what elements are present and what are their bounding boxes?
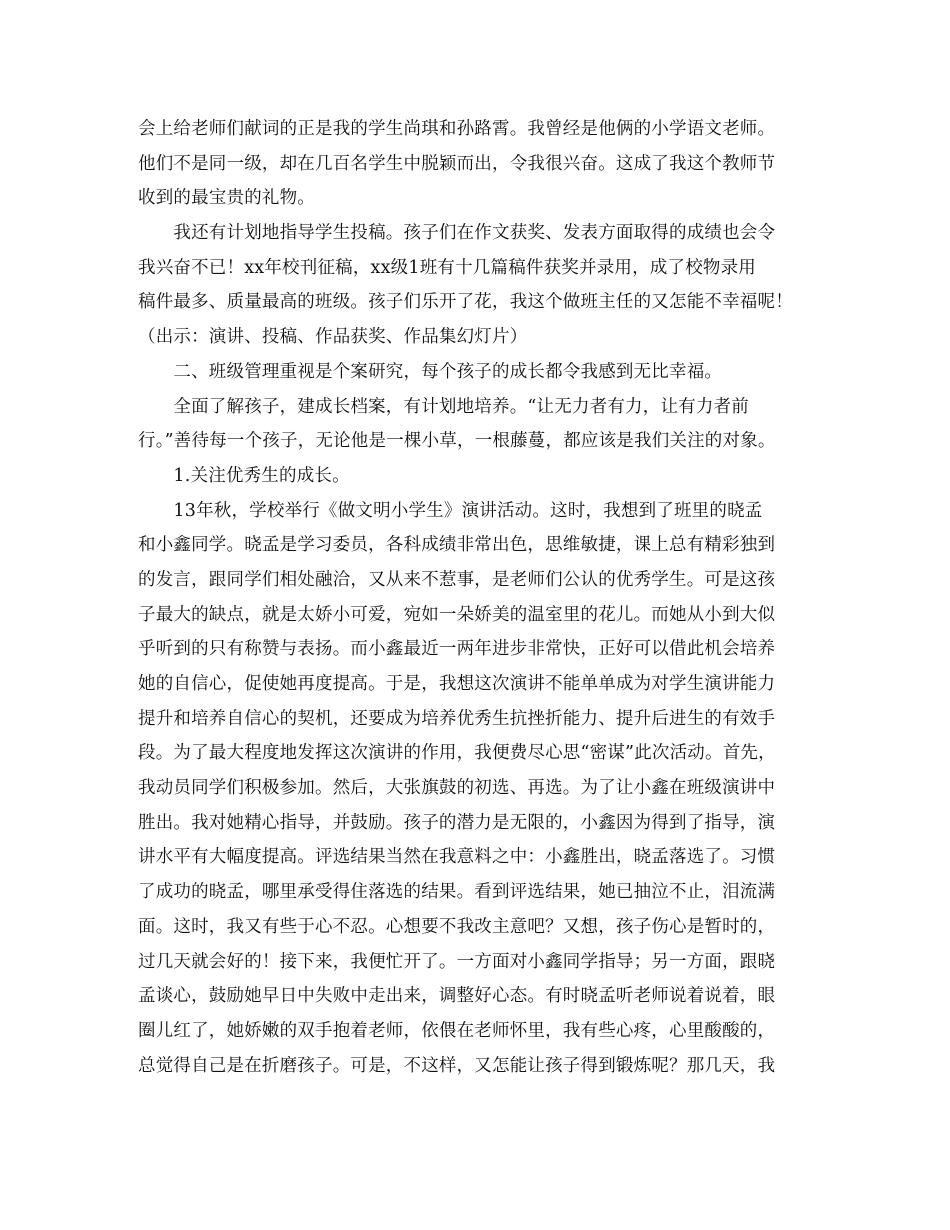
text-line: 圈儿红了，她娇嫩的双手抱着老师，依偎在老师怀里，我有些心疼，心里酸酸的，: [138, 1020, 776, 1041]
text-line: （出示：演讲、投稿、作品获奖、作品集幻灯片）: [138, 327, 528, 348]
text-line: 段。为了最大程度地发挥这次演讲的作用，我便费尽心思“密谋”此次活动。首先，: [138, 743, 776, 764]
text-line: 子最大的缺点，就是太娇小可爱，宛如一朵娇美的温室里的花儿。而她从小到大似: [138, 604, 776, 625]
text-line: 胜出。我对她精心指导，并鼓励。孩子的潜力是无限的，小鑫因为得到了指导，演: [138, 812, 776, 833]
text-line: 面。这时，我又有些于心不忍。心想要不我改主意吧？又想，孩子伤心是暂时的，: [138, 916, 776, 937]
text-line: 我还有计划地指导学生投稿。孩子们在作文获奖、发表方面取得的成绩也会令: [138, 223, 776, 244]
text-line: 我动员同学们积极参加。然后，大张旗鼓的初选、再选。为了让小鑫在班级演讲中: [138, 778, 776, 799]
text-line: 收到的最宝贵的礼物。: [138, 188, 315, 209]
text-line: 提升和培养自信心的契机，还要成为培养优秀生抗挫折能力、提升后进生的有效手: [138, 708, 776, 729]
text-line: 过几天就会好的！接下来，我便忙开了。一方面对小鑫同学指导；另一方面，跟晓: [138, 951, 776, 972]
text-line: 他们不是同一级，却在几百名学生中脱颖而出，令我很兴奋。这成了我这个教师节: [138, 153, 776, 174]
body-text: [138, 112, 828, 1083]
text-line: 她的自信心，促使她再度提高。于是，我想这次演讲不能单单成为对学生演讲能力: [138, 674, 776, 694]
text-line: 孟谈心，鼓励她早日中失败中走出来，调整好心态。有时晓孟听老师说着说着，眼: [138, 986, 776, 1007]
text-line: 13年秋，学校举行《做文明小学生》演讲活动。这时，我想到了班里的晓孟: [138, 500, 763, 521]
subsection-heading: 1.关注优秀生的成长。: [138, 465, 350, 486]
text-line: 我兴奋不已！xx年校刊征稿，xx级1班有十几篇稿件获奖并录用，成了校物录用: [138, 257, 757, 278]
text-line: 乎听到的只有称赞与表扬。而小鑫最近一两年进步非常快，正好可以借此机会培养: [138, 639, 776, 660]
text-line: 行。”善待每一个孩子，无论他是一棵小草，一根藤蔓，都应该是我们关注的对象。: [138, 431, 776, 452]
text-line: 全面了解孩子，建成长档案，有计划地培养。“让无力者有力，让有力者前: [138, 396, 749, 417]
text-line: 和小鑫同学。晓孟是学习委员，各科成绩非常出色，思维敏捷，课上总有精彩独到: [138, 535, 776, 556]
section-heading: 二、班级管理重视是个案研究，每个孩子的成长都令我感到无比幸福。: [138, 361, 723, 382]
text-line: 的发言，跟同学们相处融洽，又从来不惹事，是老师们公认的优秀学生。可是这孩: [138, 569, 776, 590]
text-line: 会上给老师们献词的正是我的学生尚琪和孙路霄。我曾经是他俩的小学语文老师。: [138, 119, 776, 139]
text-line: 讲水平有大幅度提高。评选结果当然在我意料之中：小鑫胜出，晓孟落选了。习惯: [138, 847, 776, 868]
text-line: 总觉得自己是在折磨孩子。可是，不这样，又怎能让孩子得到锻炼呢？那几天，我: [138, 1055, 776, 1076]
text-line: 了成功的晓孟，哪里承受得住落选的结果。看到评选结果，她已抽泣不止，泪流满: [138, 882, 776, 903]
text-line: 稿件最多、质量最高的班级。孩子们乐开了花，我这个做班主任的又怎能不幸福呢！: [138, 292, 793, 313]
